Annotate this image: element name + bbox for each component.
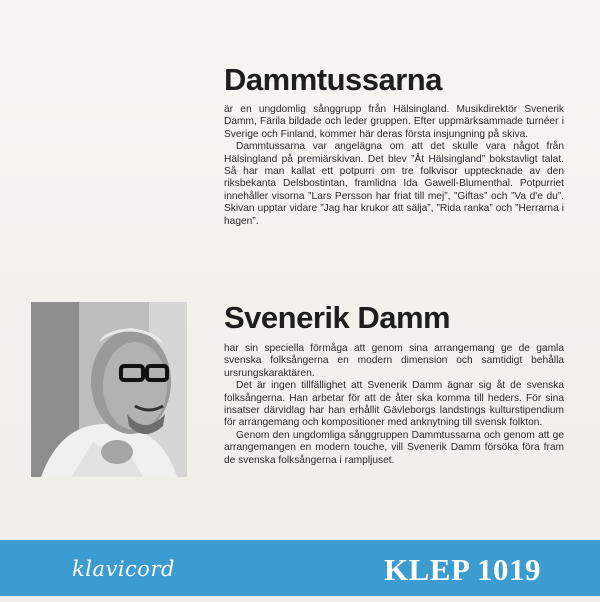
conductor-description — [224, 343, 564, 467]
catalog-number: KLEP 1019 — [384, 552, 541, 587]
group-paragraph-2: Dammtussarna var angelägna om att det skulle vara något från Hälsingland på premiärskivan. Det blev ”Åt Hälsingland” bokstavligt talat. Så har man kallat ett potpurri om tre folkvisor upptecknade av den riksbekanta Delsbostintan, framlidna Ida Gawell-Blumenthal. Potpurriet innehåller visorna ”Lars Persson har friat till mej”, ”Giftas” och ”Va d'e du”. Skivan upptar vidare ”Jag har krukor att sälja”, ”Rida ranka” och ”Herrarna i hagen”. — [224, 141, 564, 227]
conductor-paragraph-3: Genom den ungdomliga sånggruppen Dammtussarna och genom att ge arrangemangen en modern touche, vill Svenerik Damm försöka föra fram de svenska folksångerna i rampljuset. — [224, 429, 564, 466]
label-logo: klavicord — [72, 557, 175, 581]
conductor-paragraph-2: Det är ingen tillfällighet att Svenerik Damm ägnar sig åt de svenska folksångerna. Han arbetar för att de åter ska komma till heders. För sina insatser därvidlag har han erhållit Gävleborgs landstings kulturstipendium för arrangemang och kompositioner med anknytning till svensk folkton. — [224, 380, 564, 429]
conductor-paragraph-1: har sin speciella förmåga att genom sina arrangemang ge de gamla svenska folksångerna en modern dimension och samtidigt behålla ursrungskaraktären. — [224, 343, 564, 379]
conductor-heading: Svenerik Damm — [224, 300, 451, 335]
group-paragraph-1: är en ungdomlig sånggrupp från Hälsingland. Musikdirektör Svenerik Damm, Färila bildade och leder gruppen. Efter uppmärksammade turnéer i Sverige och Finland, kommer här deras första insjungning på skiva. — [224, 104, 564, 140]
portrait-photo — [31, 302, 187, 477]
group-description — [224, 104, 564, 228]
group-heading: Dammtussarna — [224, 62, 442, 97]
portrait-image — [31, 302, 187, 477]
